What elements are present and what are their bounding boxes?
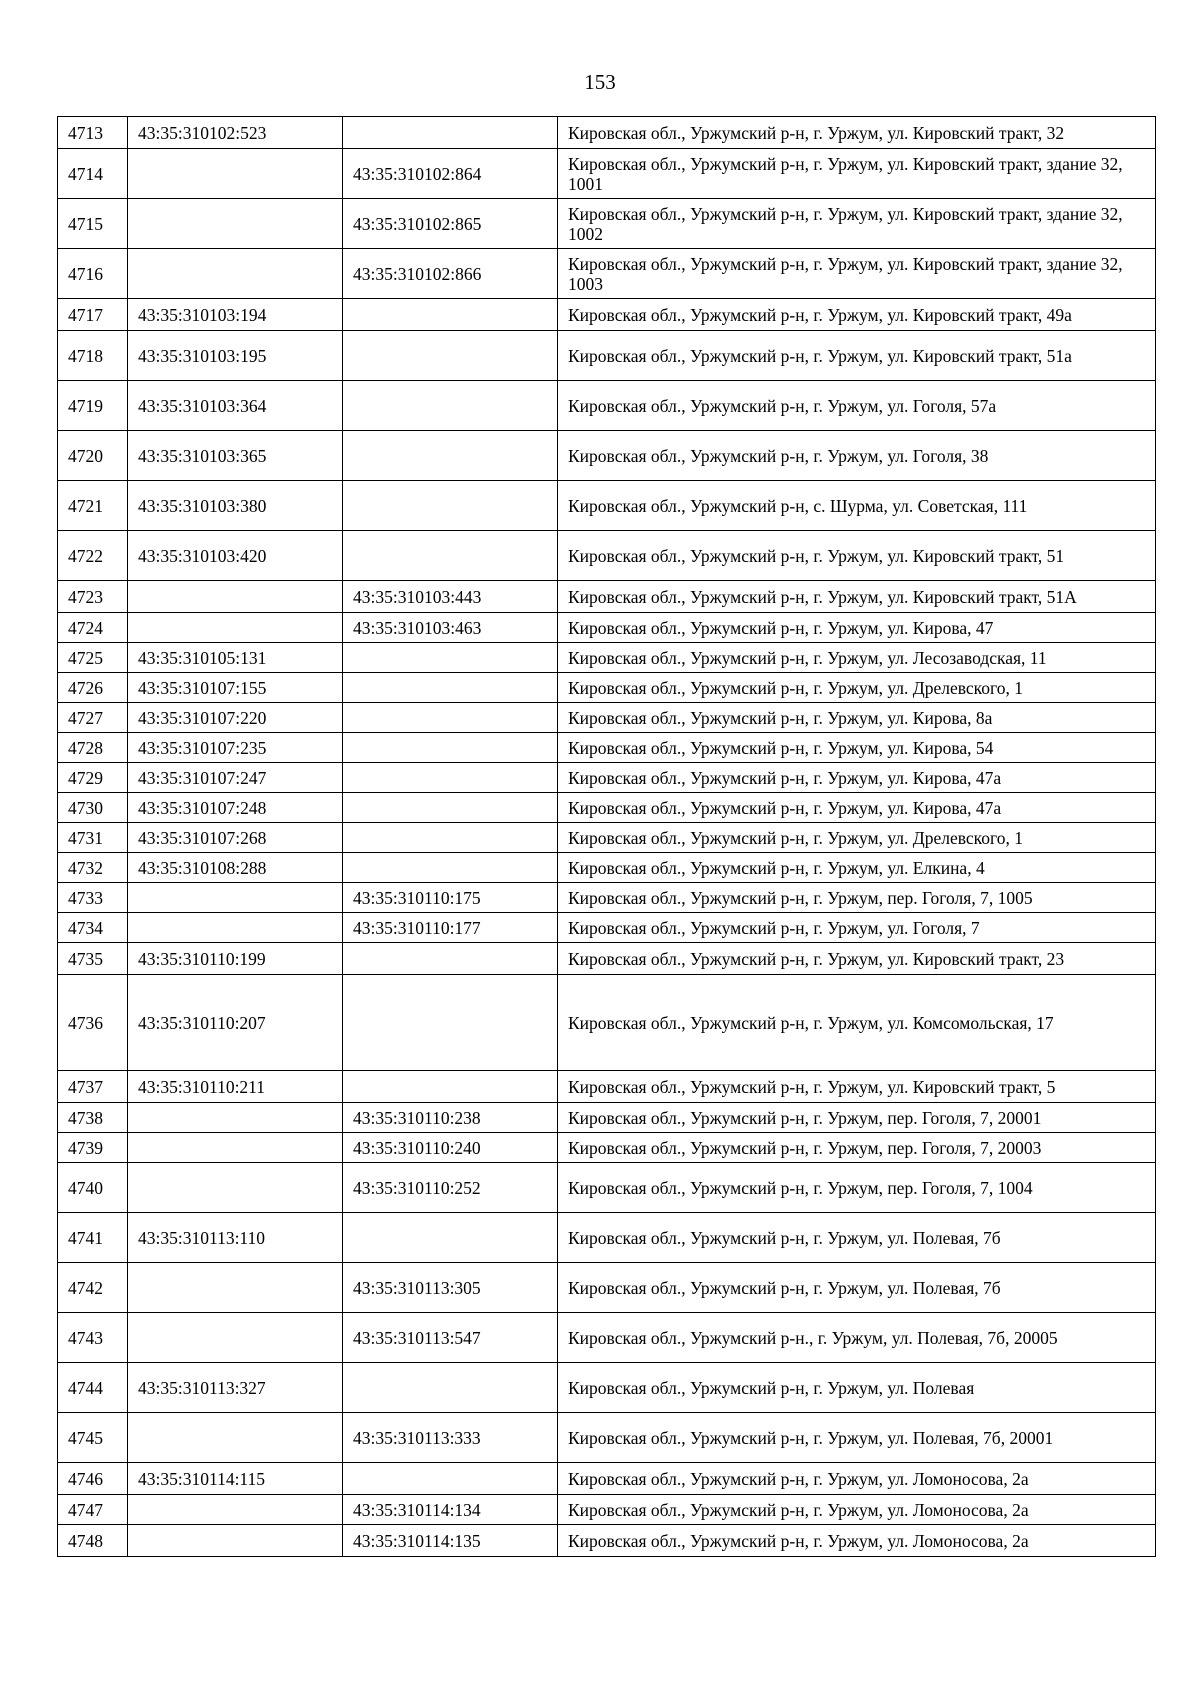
table-row bbox=[58, 1213, 1156, 1263]
row-number-cell: 4722 bbox=[58, 531, 128, 581]
building-cadastral-number-cell bbox=[343, 703, 558, 733]
building-cadastral-number-cell: 43:35:310110:177 bbox=[343, 913, 558, 943]
table-row bbox=[58, 381, 1156, 431]
address-cell: Кировская обл., Уржумский р-н, г. Уржум, ул. Кировский тракт, 32 bbox=[558, 117, 1156, 149]
address-cell: Кировская обл., Уржумский р-н, г. Уржум, ул. Кировский тракт, здание 32, 1001 bbox=[558, 149, 1156, 199]
table-row bbox=[58, 1263, 1156, 1313]
row-number-cell: 4744 bbox=[58, 1363, 128, 1413]
table-row bbox=[58, 853, 1156, 883]
row-number-cell: 4727 bbox=[58, 703, 128, 733]
building-cadastral-number-cell bbox=[343, 793, 558, 823]
land-cadastral-number-cell: 43:35:310103:365 bbox=[128, 431, 343, 481]
address-cell: Кировская обл., Уржумский р-н, г. Уржум, пер. Гоголя, 7, 1005 bbox=[558, 883, 1156, 913]
table-row bbox=[58, 703, 1156, 733]
land-cadastral-number-cell bbox=[128, 1133, 343, 1163]
building-cadastral-number-cell bbox=[343, 943, 558, 975]
land-cadastral-number-cell: 43:35:310114:115 bbox=[128, 1463, 343, 1495]
building-cadastral-number-cell: 43:35:310110:252 bbox=[343, 1163, 558, 1213]
row-number-cell: 4748 bbox=[58, 1525, 128, 1557]
address-cell: Кировская обл., Уржумский р-н, г. Уржум, ул. Кировский тракт, 51 bbox=[558, 531, 1156, 581]
building-cadastral-number-cell: 43:35:310114:134 bbox=[343, 1495, 558, 1525]
address-cell: Кировская обл., Уржумский р-н, г. Уржум, ул. Кирова, 47а bbox=[558, 763, 1156, 793]
table-row bbox=[58, 733, 1156, 763]
building-cadastral-number-cell bbox=[343, 331, 558, 381]
address-cell: Кировская обл., Уржумский р-н, г. Уржум, ул. Кирова, 8а bbox=[558, 703, 1156, 733]
row-number-cell: 4717 bbox=[58, 299, 128, 331]
address-cell: Кировская обл., Уржумский р-н, г. Уржум, пер. Гоголя, 7, 20003 bbox=[558, 1133, 1156, 1163]
address-cell: Кировская обл., Уржумский р-н, г. Уржум, ул. Гоголя, 38 bbox=[558, 431, 1156, 481]
row-number-cell: 4723 bbox=[58, 581, 128, 613]
address-cell: Кировская обл., Уржумский р-н, г. Уржум, ул. Кировский тракт, 5 bbox=[558, 1071, 1156, 1103]
address-cell: Кировская обл., Уржумский р-н, г. Уржум, ул. Полевая, 7б, 20001 bbox=[558, 1413, 1156, 1463]
row-number-cell: 4736 bbox=[58, 975, 128, 1071]
row-number-cell: 4713 bbox=[58, 117, 128, 149]
table-row bbox=[58, 1525, 1156, 1557]
land-cadastral-number-cell: 43:35:310103:195 bbox=[128, 331, 343, 381]
row-number-cell: 4747 bbox=[58, 1495, 128, 1525]
row-number-cell: 4743 bbox=[58, 1313, 128, 1363]
row-number-cell: 4742 bbox=[58, 1263, 128, 1313]
address-cell: Кировская обл., Уржумский р-н, г. Уржум, ул. Кировский тракт, здание 32, 1003 bbox=[558, 249, 1156, 299]
registry-table-body bbox=[58, 117, 1156, 1557]
building-cadastral-number-cell: 43:35:310102:866 bbox=[343, 249, 558, 299]
address-cell: Кировская обл., Уржумский р-н, г. Уржум, ул. Кировский тракт, 51А bbox=[558, 581, 1156, 613]
table-row bbox=[58, 1103, 1156, 1133]
address-cell: Кировская обл., Уржумский р-н, г. Уржум, ул. Кировский тракт, 51а bbox=[558, 331, 1156, 381]
row-number-cell: 4721 bbox=[58, 481, 128, 531]
table-row bbox=[58, 1071, 1156, 1103]
building-cadastral-number-cell: 43:35:310113:333 bbox=[343, 1413, 558, 1463]
row-number-cell: 4734 bbox=[58, 913, 128, 943]
building-cadastral-number-cell: 43:35:310110:175 bbox=[343, 883, 558, 913]
building-cadastral-number-cell bbox=[343, 381, 558, 431]
table-row bbox=[58, 331, 1156, 381]
land-cadastral-number-cell bbox=[128, 199, 343, 249]
table-row bbox=[58, 431, 1156, 481]
building-cadastral-number-cell: 43:35:310113:547 bbox=[343, 1313, 558, 1363]
address-cell: Кировская обл., Уржумский р-н, г. Уржум, ул. Гоголя, 7 bbox=[558, 913, 1156, 943]
address-cell: Кировская обл., Уржумский р-н, г. Уржум, ул. Ломоносова, 2а bbox=[558, 1463, 1156, 1495]
land-cadastral-number-cell: 43:35:310107:248 bbox=[128, 793, 343, 823]
table-row bbox=[58, 1413, 1156, 1463]
building-cadastral-number-cell: 43:35:310110:238 bbox=[343, 1103, 558, 1133]
table-row bbox=[58, 823, 1156, 853]
address-cell: Кировская обл., Уржумский р-н, г. Уржум, пер. Гоголя, 7, 20001 bbox=[558, 1103, 1156, 1133]
building-cadastral-number-cell bbox=[343, 299, 558, 331]
row-number-cell: 4746 bbox=[58, 1463, 128, 1495]
address-cell: Кировская обл., Уржумский р-н, г. Уржум, ул. Кирова, 47а bbox=[558, 793, 1156, 823]
row-number-cell: 4726 bbox=[58, 673, 128, 703]
land-cadastral-number-cell: 43:35:310105:131 bbox=[128, 643, 343, 673]
building-cadastral-number-cell: 43:35:310102:865 bbox=[343, 199, 558, 249]
page-number: 153 bbox=[584, 70, 616, 94]
address-cell: Кировская обл., Уржумский р-н, г. Уржум, ул. Ломоносова, 2а bbox=[558, 1525, 1156, 1557]
table-row bbox=[58, 883, 1156, 913]
row-number-cell: 4714 bbox=[58, 149, 128, 199]
table-row bbox=[58, 1363, 1156, 1413]
land-cadastral-number-cell: 43:35:310108:288 bbox=[128, 853, 343, 883]
land-cadastral-number-cell bbox=[128, 1103, 343, 1133]
row-number-cell: 4724 bbox=[58, 613, 128, 643]
address-cell: Кировская обл., Уржумский р-н, г. Уржум, ул. Кирова, 47 bbox=[558, 613, 1156, 643]
building-cadastral-number-cell bbox=[343, 975, 558, 1071]
building-cadastral-number-cell bbox=[343, 481, 558, 531]
table-row bbox=[58, 1163, 1156, 1213]
table-row bbox=[58, 199, 1156, 249]
building-cadastral-number-cell: 43:35:310114:135 bbox=[343, 1525, 558, 1557]
row-number-cell: 4737 bbox=[58, 1071, 128, 1103]
building-cadastral-number-cell bbox=[343, 823, 558, 853]
land-cadastral-number-cell: 43:35:310113:327 bbox=[128, 1363, 343, 1413]
land-cadastral-number-cell: 43:35:310107:268 bbox=[128, 823, 343, 853]
land-cadastral-number-cell bbox=[128, 581, 343, 613]
land-cadastral-number-cell bbox=[128, 1313, 343, 1363]
row-number-cell: 4725 bbox=[58, 643, 128, 673]
land-cadastral-number-cell bbox=[128, 249, 343, 299]
building-cadastral-number-cell bbox=[343, 1363, 558, 1413]
row-number-cell: 4718 bbox=[58, 331, 128, 381]
row-number-cell: 4735 bbox=[58, 943, 128, 975]
row-number-cell: 4738 bbox=[58, 1103, 128, 1133]
table-row bbox=[58, 481, 1156, 531]
land-cadastral-number-cell: 43:35:310107:220 bbox=[128, 703, 343, 733]
address-cell: Кировская обл., Уржумский р-н, г. Уржум, ул. Дрелевского, 1 bbox=[558, 823, 1156, 853]
land-cadastral-number-cell: 43:35:310107:155 bbox=[128, 673, 343, 703]
registry-table bbox=[57, 116, 1156, 1557]
table-row bbox=[58, 1313, 1156, 1363]
row-number-cell: 4739 bbox=[58, 1133, 128, 1163]
row-number-cell: 4715 bbox=[58, 199, 128, 249]
table-row bbox=[58, 943, 1156, 975]
address-cell: Кировская обл., Уржумский р-н, г. Уржум, ул. Кировский тракт, здание 32, 1002 bbox=[558, 199, 1156, 249]
row-number-cell: 4732 bbox=[58, 853, 128, 883]
land-cadastral-number-cell: 43:35:310103:194 bbox=[128, 299, 343, 331]
table-row bbox=[58, 975, 1156, 1071]
land-cadastral-number-cell bbox=[128, 913, 343, 943]
building-cadastral-number-cell: 43:35:310113:305 bbox=[343, 1263, 558, 1313]
building-cadastral-number-cell: 43:35:310103:463 bbox=[343, 613, 558, 643]
address-cell: Кировская обл., Уржумский р-н, г. Уржум, ул. Кирова, 54 bbox=[558, 733, 1156, 763]
table-row bbox=[58, 613, 1156, 643]
address-cell: Кировская обл., Уржумский р-н, г. Уржум, пер. Гоголя, 7, 1004 bbox=[558, 1163, 1156, 1213]
land-cadastral-number-cell: 43:35:310107:247 bbox=[128, 763, 343, 793]
building-cadastral-number-cell bbox=[343, 117, 558, 149]
building-cadastral-number-cell bbox=[343, 643, 558, 673]
land-cadastral-number-cell bbox=[128, 613, 343, 643]
land-cadastral-number-cell: 43:35:310113:110 bbox=[128, 1213, 343, 1263]
row-number-cell: 4728 bbox=[58, 733, 128, 763]
address-cell: Кировская обл., Уржумский р-н, г. Уржум, ул. Полевая bbox=[558, 1363, 1156, 1413]
land-cadastral-number-cell: 43:35:310107:235 bbox=[128, 733, 343, 763]
row-number-cell: 4719 bbox=[58, 381, 128, 431]
land-cadastral-number-cell: 43:35:310103:364 bbox=[128, 381, 343, 431]
building-cadastral-number-cell: 43:35:310103:443 bbox=[343, 581, 558, 613]
address-cell: Кировская обл., Уржумский р-н., г. Уржум, ул. Полевая, 7б, 20005 bbox=[558, 1313, 1156, 1363]
table-row bbox=[58, 913, 1156, 943]
address-cell: Кировская обл., Уржумский р-н, г. Уржум, ул. Полевая, 7б bbox=[558, 1263, 1156, 1313]
address-cell: Кировская обл., Уржумский р-н, г. Уржум, ул. Дрелевского, 1 bbox=[558, 673, 1156, 703]
row-number-cell: 4716 bbox=[58, 249, 128, 299]
row-number-cell: 4731 bbox=[58, 823, 128, 853]
row-number-cell: 4740 bbox=[58, 1163, 128, 1213]
table-row bbox=[58, 793, 1156, 823]
table-row bbox=[58, 117, 1156, 149]
building-cadastral-number-cell bbox=[343, 1213, 558, 1263]
table-row bbox=[58, 763, 1156, 793]
land-cadastral-number-cell bbox=[128, 1413, 343, 1463]
row-number-cell: 4729 bbox=[58, 763, 128, 793]
building-cadastral-number-cell: 43:35:310102:864 bbox=[343, 149, 558, 199]
building-cadastral-number-cell bbox=[343, 1071, 558, 1103]
address-cell: Кировская обл., Уржумский р-н, г. Уржум, ул. Гоголя, 57а bbox=[558, 381, 1156, 431]
row-number-cell: 4730 bbox=[58, 793, 128, 823]
address-cell: Кировская обл., Уржумский р-н, г. Уржум, ул. Кировский тракт, 23 bbox=[558, 943, 1156, 975]
building-cadastral-number-cell bbox=[343, 531, 558, 581]
row-number-cell: 4745 bbox=[58, 1413, 128, 1463]
row-number-cell: 4741 bbox=[58, 1213, 128, 1263]
land-cadastral-number-cell: 43:35:310110:207 bbox=[128, 975, 343, 1071]
row-number-cell: 4733 bbox=[58, 883, 128, 913]
address-cell: Кировская обл., Уржумский р-н, г. Уржум, ул. Комсомольская, 17 bbox=[558, 975, 1156, 1071]
land-cadastral-number-cell bbox=[128, 1263, 343, 1313]
row-number-cell: 4720 bbox=[58, 431, 128, 481]
building-cadastral-number-cell bbox=[343, 1463, 558, 1495]
land-cadastral-number-cell bbox=[128, 149, 343, 199]
land-cadastral-number-cell: 43:35:310110:199 bbox=[128, 943, 343, 975]
address-cell: Кировская обл., Уржумский р-н, г. Уржум, ул. Лесозаводская, 11 bbox=[558, 643, 1156, 673]
table-row bbox=[58, 643, 1156, 673]
address-cell: Кировская обл., Уржумский р-н, с. Шурма, ул. Советская, 111 bbox=[558, 481, 1156, 531]
address-cell: Кировская обл., Уржумский р-н, г. Уржум, ул. Полевая, 7б bbox=[558, 1213, 1156, 1263]
table-row bbox=[58, 149, 1156, 199]
land-cadastral-number-cell: 43:35:310102:523 bbox=[128, 117, 343, 149]
land-cadastral-number-cell: 43:35:310103:380 bbox=[128, 481, 343, 531]
land-cadastral-number-cell bbox=[128, 1163, 343, 1213]
building-cadastral-number-cell bbox=[343, 763, 558, 793]
building-cadastral-number-cell bbox=[343, 733, 558, 763]
table-row bbox=[58, 531, 1156, 581]
land-cadastral-number-cell: 43:35:310103:420 bbox=[128, 531, 343, 581]
table-row bbox=[58, 249, 1156, 299]
table-row bbox=[58, 1495, 1156, 1525]
address-cell: Кировская обл., Уржумский р-н, г. Уржум, ул. Ломоносова, 2а bbox=[558, 1495, 1156, 1525]
table-row bbox=[58, 673, 1156, 703]
table-row bbox=[58, 299, 1156, 331]
land-cadastral-number-cell bbox=[128, 1495, 343, 1525]
table-row bbox=[58, 1463, 1156, 1495]
land-cadastral-number-cell: 43:35:310110:211 bbox=[128, 1071, 343, 1103]
building-cadastral-number-cell bbox=[343, 853, 558, 883]
land-cadastral-number-cell bbox=[128, 883, 343, 913]
land-cadastral-number-cell bbox=[128, 1525, 343, 1557]
address-cell: Кировская обл., Уржумский р-н, г. Уржум, ул. Елкина, 4 bbox=[558, 853, 1156, 883]
building-cadastral-number-cell bbox=[343, 673, 558, 703]
building-cadastral-number-cell bbox=[343, 431, 558, 481]
building-cadastral-number-cell: 43:35:310110:240 bbox=[343, 1133, 558, 1163]
table-row bbox=[58, 1133, 1156, 1163]
address-cell: Кировская обл., Уржумский р-н, г. Уржум, ул. Кировский тракт, 49а bbox=[558, 299, 1156, 331]
table-row bbox=[58, 581, 1156, 613]
